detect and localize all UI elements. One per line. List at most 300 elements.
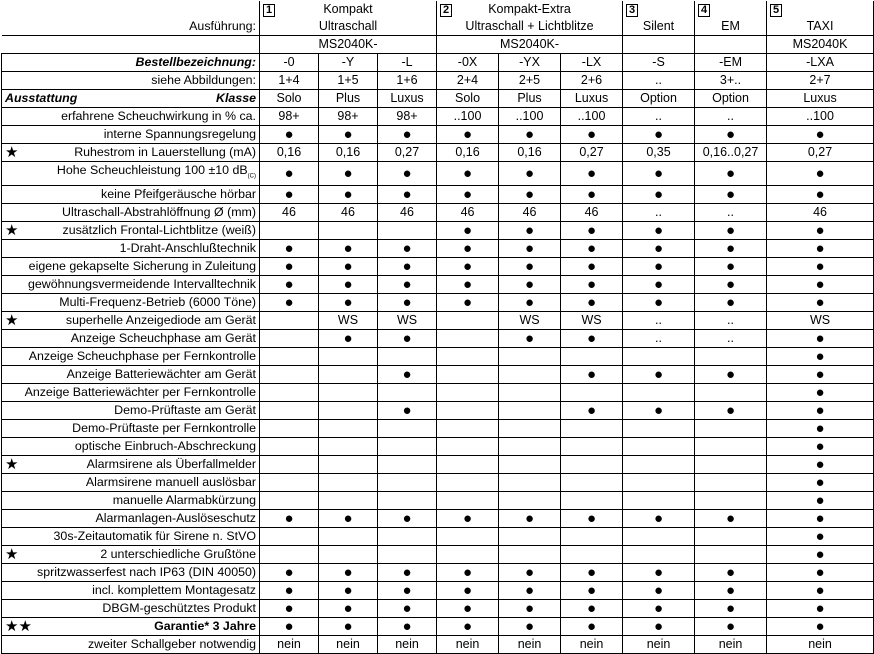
bullet-icon: ● <box>260 276 319 294</box>
bullet-icon: ● <box>378 564 437 582</box>
abb-row-cell: .. <box>623 72 695 90</box>
bullet-icon: ● <box>623 402 695 420</box>
bullet-icon: ● <box>378 162 437 186</box>
feature-row <box>2 312 874 330</box>
feature-label: ★ superhelle Anzeigediode am Gerät <box>2 312 260 330</box>
value-cell <box>561 384 623 402</box>
bullet-icon: ● <box>378 366 437 384</box>
value-cell <box>695 420 767 438</box>
feature-row <box>2 276 874 294</box>
bullet-icon: ● <box>695 600 767 618</box>
value-cell <box>319 420 378 438</box>
feature-row <box>2 600 874 618</box>
feature-row <box>2 546 874 564</box>
bullet-icon: ● <box>319 582 378 600</box>
bullet-icon: ● <box>695 510 767 528</box>
value-cell: 0,27 <box>561 144 623 162</box>
bullet-icon: ● <box>378 330 437 348</box>
bullet-icon: ● <box>319 294 378 312</box>
bullet-icon: ● <box>695 276 767 294</box>
bullet-icon: ● <box>561 330 623 348</box>
feature-row <box>2 162 874 186</box>
star-icon: ★ <box>5 312 19 330</box>
feature-row <box>2 438 874 456</box>
feature-label: ★ 2 unterschiedliche Grußtöne <box>2 546 260 564</box>
bullet-icon: ● <box>437 276 499 294</box>
value-cell: 46 <box>378 204 437 222</box>
abb-row-cell: 2+4 <box>437 72 499 90</box>
value-cell: 0,16 <box>499 144 561 162</box>
value-cell <box>499 546 561 564</box>
bullet-icon: ● <box>561 402 623 420</box>
value-cell <box>260 492 319 510</box>
value-cell: nein <box>767 636 874 654</box>
feature-row <box>2 204 874 222</box>
feature-label: Alarmsirene manuell auslösbar <box>2 474 260 492</box>
value-cell: WS <box>767 312 874 330</box>
bullet-icon: ● <box>499 618 561 636</box>
value-cell: .. <box>623 204 695 222</box>
bullet-icon: ● <box>319 258 378 276</box>
bullet-icon: ● <box>561 510 623 528</box>
value-cell <box>260 384 319 402</box>
bullet-icon: ● <box>499 330 561 348</box>
group-4-title: 4 EM <box>695 1 767 36</box>
bullet-icon: ● <box>561 186 623 204</box>
value-cell <box>437 366 499 384</box>
value-cell <box>260 528 319 546</box>
bullet-icon: ● <box>260 126 319 144</box>
bullet-icon: ● <box>561 126 623 144</box>
bullet-icon: ● <box>319 186 378 204</box>
value-cell <box>260 546 319 564</box>
value-cell: 0,16 <box>437 144 499 162</box>
value-cell <box>499 384 561 402</box>
value-cell <box>378 438 437 456</box>
feature-row <box>2 126 874 144</box>
bullet-icon: ● <box>561 564 623 582</box>
value-cell: WS <box>378 312 437 330</box>
bullet-icon: ● <box>561 600 623 618</box>
value-cell <box>437 420 499 438</box>
bullet-icon: ● <box>623 564 695 582</box>
value-cell <box>499 474 561 492</box>
feature-row <box>2 348 874 366</box>
group-number-badge: 2 <box>440 4 452 17</box>
bullet-icon: ● <box>561 294 623 312</box>
value-cell <box>378 384 437 402</box>
value-cell: nein <box>561 636 623 654</box>
feature-label: Multi-Frequenz-Betrieb (6000 Töne) <box>2 294 260 312</box>
feature-row <box>2 510 874 528</box>
value-cell <box>260 474 319 492</box>
feature-row <box>2 384 874 402</box>
value-cell: nein <box>623 636 695 654</box>
bullet-icon: ● <box>378 402 437 420</box>
bullet-icon: ● <box>623 162 695 186</box>
group-2-title: 2 Kompakt-Extra <box>437 1 623 18</box>
feature-label: manuelle Alarmabkürzung <box>2 492 260 510</box>
feature-label: 30s-Zeitautomatik für Sirene n. StVO <box>2 528 260 546</box>
bullet-icon: ● <box>260 582 319 600</box>
bullet-icon: ● <box>623 276 695 294</box>
feature-label: ★ zusätzlich Frontal-Lichtblitze (weiß) <box>2 222 260 240</box>
klasse-row-cell: Option <box>695 90 767 108</box>
bullet-icon: ● <box>623 618 695 636</box>
feature-row <box>2 492 874 510</box>
value-cell: 0,27 <box>767 144 874 162</box>
group-1-subtitle: Ultraschall <box>260 18 437 36</box>
bullet-icon: ● <box>561 618 623 636</box>
prefix-group-2: MS2040K- <box>437 36 623 54</box>
bullet-icon: ● <box>561 240 623 258</box>
bullet-icon: ● <box>378 126 437 144</box>
abb-row-cell: 2+7 <box>767 72 874 90</box>
value-cell: 98+ <box>378 108 437 126</box>
bullet-icon: ● <box>260 600 319 618</box>
bullet-icon: ● <box>319 162 378 186</box>
star-icon: ★★ <box>5 618 32 636</box>
value-cell <box>319 222 378 240</box>
bullet-icon: ● <box>695 222 767 240</box>
bullet-icon: ● <box>499 258 561 276</box>
value-cell <box>623 348 695 366</box>
bullet-icon: ● <box>623 186 695 204</box>
value-cell: ..100 <box>499 108 561 126</box>
bestell-row-cell: -YX <box>499 54 561 72</box>
bullet-icon: ● <box>499 294 561 312</box>
value-cell <box>561 420 623 438</box>
abb-row-cell: 3+.. <box>695 72 767 90</box>
ausstattung-klasse-label: Ausstattung Klasse <box>2 90 260 108</box>
value-cell <box>319 528 378 546</box>
feature-row <box>2 474 874 492</box>
value-cell: nein <box>260 636 319 654</box>
bullet-icon: ● <box>767 582 874 600</box>
feature-label: ★ Alarmsirene als Überfallmelder <box>2 456 260 474</box>
feature-row <box>2 420 874 438</box>
bestell-label: Bestellbezeichnung: <box>2 54 260 72</box>
value-cell <box>561 546 623 564</box>
bullet-icon: ● <box>695 162 767 186</box>
value-cell: nein <box>378 636 437 654</box>
header-prefix-row <box>2 36 874 54</box>
feature-label: keine Pfeifgeräusche hörbar <box>2 186 260 204</box>
value-cell <box>561 528 623 546</box>
abb-row-cell: 1+4 <box>260 72 319 90</box>
bullet-icon: ● <box>437 564 499 582</box>
bestell-row-cell: -L <box>378 54 437 72</box>
value-cell <box>260 222 319 240</box>
bullet-icon: ● <box>319 240 378 258</box>
value-cell <box>260 312 319 330</box>
value-cell <box>499 420 561 438</box>
bullet-icon: ● <box>767 528 874 546</box>
bullet-icon: ● <box>695 366 767 384</box>
value-cell <box>378 222 437 240</box>
feature-label: eigene gekapselte Sicherung in Zuleitung <box>2 258 260 276</box>
value-cell <box>378 348 437 366</box>
feature-comparison-table <box>1 1 874 654</box>
value-cell <box>378 528 437 546</box>
value-cell: 0,27 <box>378 144 437 162</box>
prefix-group-5: MS2040K <box>767 36 874 54</box>
value-cell <box>260 420 319 438</box>
bullet-icon: ● <box>260 618 319 636</box>
bullet-icon: ● <box>319 618 378 636</box>
bullet-icon: ● <box>378 600 437 618</box>
feature-label: interne Spannungsregelung <box>2 126 260 144</box>
value-cell <box>319 438 378 456</box>
value-cell <box>561 438 623 456</box>
bestell-row-cell: -0 <box>260 54 319 72</box>
bullet-icon: ● <box>319 330 378 348</box>
value-cell: .. <box>623 330 695 348</box>
feature-label: ★★ Garantie* 3 Jahre <box>2 618 260 636</box>
bullet-icon: ● <box>499 186 561 204</box>
feature-row <box>2 582 874 600</box>
bullet-icon: ● <box>378 240 437 258</box>
value-cell: 0,16 <box>260 144 319 162</box>
value-cell <box>499 456 561 474</box>
bullet-icon: ● <box>561 222 623 240</box>
bestell-row-cell: -S <box>623 54 695 72</box>
bullet-icon: ● <box>319 600 378 618</box>
value-cell <box>437 546 499 564</box>
feature-row <box>2 222 874 240</box>
bullet-icon: ● <box>767 546 874 564</box>
value-cell <box>499 438 561 456</box>
value-cell: WS <box>499 312 561 330</box>
value-cell <box>695 348 767 366</box>
bullet-icon: ● <box>767 366 874 384</box>
value-cell: .. <box>695 108 767 126</box>
value-cell <box>319 366 378 384</box>
bullet-icon: ● <box>695 294 767 312</box>
bullet-icon: ● <box>767 420 874 438</box>
bestell-row-cell: -Y <box>319 54 378 72</box>
bullet-icon: ● <box>623 258 695 276</box>
value-cell <box>319 402 378 420</box>
value-cell <box>499 528 561 546</box>
bullet-icon: ● <box>767 438 874 456</box>
feature-label: Hohe Scheuchleistung 100 ±10 $dB_{(C)}$ <box>2 162 260 186</box>
bullet-icon: ● <box>437 618 499 636</box>
abb-label: siehe Abbildungen: <box>2 72 260 90</box>
value-cell <box>260 438 319 456</box>
value-cell <box>623 474 695 492</box>
feature-label: ★ Ruhestrom in Lauerstellung (mA) <box>2 144 260 162</box>
feature-label: incl. komplettem Montagesatz <box>2 582 260 600</box>
klasse-row-cell: Solo <box>260 90 319 108</box>
bullet-icon: ● <box>767 258 874 276</box>
group-number-badge: 4 <box>698 4 710 17</box>
bestell-row-cell: -LX <box>561 54 623 72</box>
value-cell: 46 <box>437 204 499 222</box>
feature-row <box>2 402 874 420</box>
value-cell: WS <box>319 312 378 330</box>
bullet-icon: ● <box>767 240 874 258</box>
bullet-icon: ● <box>437 126 499 144</box>
bestell-row-cell: -LXA <box>767 54 874 72</box>
feature-label: 1-Draht-Anschlußtechnik <box>2 240 260 258</box>
bullet-icon: ● <box>378 276 437 294</box>
value-cell: 46 <box>260 204 319 222</box>
group-3-title: 3 Silent <box>623 1 695 36</box>
value-cell: nein <box>437 636 499 654</box>
feature-row <box>2 258 874 276</box>
value-cell <box>561 348 623 366</box>
feature-label: Anzeige Scheuchphase per Fernkontrolle <box>2 348 260 366</box>
bullet-icon: ● <box>319 276 378 294</box>
bullet-icon: ● <box>767 474 874 492</box>
header-group-row-1 <box>2 1 874 18</box>
bullet-icon: ● <box>260 294 319 312</box>
bullet-icon: ● <box>499 162 561 186</box>
group-5-title: 5 TAXI <box>767 1 874 36</box>
value-cell <box>319 546 378 564</box>
klasse-row-cell: Plus <box>499 90 561 108</box>
bestell-row-cell: -EM <box>695 54 767 72</box>
value-cell <box>437 492 499 510</box>
value-cell <box>260 330 319 348</box>
value-cell <box>437 384 499 402</box>
bullet-icon: ● <box>623 510 695 528</box>
value-cell <box>437 438 499 456</box>
bullet-icon: ● <box>623 222 695 240</box>
bullet-icon: ● <box>260 564 319 582</box>
bullet-icon: ● <box>767 186 874 204</box>
bullet-icon: ● <box>378 582 437 600</box>
value-cell: 98+ <box>260 108 319 126</box>
bullet-icon: ● <box>319 564 378 582</box>
value-cell <box>499 366 561 384</box>
bullet-icon: ● <box>767 162 874 186</box>
feature-label: Demo-Prüftaste per Fernkontrolle <box>2 420 260 438</box>
feature-row <box>2 294 874 312</box>
klasse-row-cell: Luxus <box>767 90 874 108</box>
bullet-icon: ● <box>695 126 767 144</box>
star-icon: ★ <box>5 546 19 564</box>
bullet-icon: ● <box>499 276 561 294</box>
bullet-icon: ● <box>623 600 695 618</box>
value-cell <box>695 492 767 510</box>
abb-row-cell: 1+5 <box>319 72 378 90</box>
bullet-icon: ● <box>695 240 767 258</box>
feature-label: zweiter Schallgeber notwendig <box>2 636 260 654</box>
value-cell <box>561 492 623 510</box>
value-cell <box>319 456 378 474</box>
value-cell <box>499 402 561 420</box>
bullet-icon: ● <box>695 564 767 582</box>
value-cell: 46 <box>319 204 378 222</box>
abb-row-cell: 2+5 <box>499 72 561 90</box>
bullet-icon: ● <box>767 348 874 366</box>
klasse-row-cell: Option <box>623 90 695 108</box>
feature-row <box>2 144 874 162</box>
bullet-icon: ● <box>561 366 623 384</box>
group-number-badge: 3 <box>626 4 638 17</box>
bullet-icon: ● <box>767 492 874 510</box>
bullet-icon: ● <box>623 582 695 600</box>
star-icon: ★ <box>5 144 19 161</box>
bullet-icon: ● <box>499 510 561 528</box>
abbildungen-row <box>2 72 874 90</box>
value-cell <box>437 348 499 366</box>
value-cell <box>260 456 319 474</box>
bullet-icon: ● <box>437 186 499 204</box>
value-cell <box>437 312 499 330</box>
value-cell: .. <box>695 330 767 348</box>
value-cell <box>695 438 767 456</box>
value-cell <box>561 456 623 474</box>
feature-label: optische Einbruch-Abschreckung <box>2 438 260 456</box>
bullet-icon: ● <box>695 402 767 420</box>
feature-row <box>2 564 874 582</box>
value-cell <box>437 474 499 492</box>
value-cell <box>623 384 695 402</box>
bullet-icon: ● <box>623 126 695 144</box>
bullet-icon: ● <box>260 240 319 258</box>
bullet-icon: ● <box>499 222 561 240</box>
abb-row-cell: 1+6 <box>378 72 437 90</box>
value-cell: nein <box>695 636 767 654</box>
value-cell <box>437 402 499 420</box>
bullet-icon: ● <box>437 294 499 312</box>
value-cell <box>623 546 695 564</box>
bullet-icon: ● <box>319 510 378 528</box>
bullet-icon: ● <box>378 258 437 276</box>
value-cell: WS <box>561 312 623 330</box>
value-cell <box>260 402 319 420</box>
klasse-row-cell: Luxus <box>378 90 437 108</box>
value-cell <box>378 546 437 564</box>
bullet-icon: ● <box>767 564 874 582</box>
star-icon: ★ <box>5 222 19 240</box>
bullet-icon: ● <box>437 258 499 276</box>
value-cell: .. <box>695 204 767 222</box>
bullet-icon: ● <box>767 222 874 240</box>
value-cell <box>695 474 767 492</box>
bullet-icon: ● <box>260 162 319 186</box>
feature-label: erfahrene Scheuchwirkung in % ca. <box>2 108 260 126</box>
bullet-icon: ● <box>695 258 767 276</box>
bullet-icon: ● <box>499 564 561 582</box>
bullet-icon: ● <box>499 582 561 600</box>
bullet-icon: ● <box>378 294 437 312</box>
bullet-icon: ● <box>499 600 561 618</box>
klasse-row <box>2 90 874 108</box>
feature-label: Ultraschall-Abstrahlöffnung Ø (mm) <box>2 204 260 222</box>
feature-row <box>2 456 874 474</box>
value-cell <box>695 546 767 564</box>
value-cell: 46 <box>561 204 623 222</box>
group-2-subtitle: Ultraschall + Lichtblitze <box>437 18 623 36</box>
klasse-row-cell: Plus <box>319 90 378 108</box>
bullet-icon: ● <box>260 510 319 528</box>
bullet-icon: ● <box>378 186 437 204</box>
bullet-icon: ● <box>561 162 623 186</box>
feature-row <box>2 618 874 636</box>
value-cell: ..100 <box>437 108 499 126</box>
value-cell <box>695 384 767 402</box>
group-number-badge: 5 <box>770 4 782 17</box>
bullet-icon: ● <box>561 258 623 276</box>
bullet-icon: ● <box>437 510 499 528</box>
bullet-icon: ● <box>260 258 319 276</box>
bullet-icon: ● <box>767 456 874 474</box>
feature-row <box>2 330 874 348</box>
